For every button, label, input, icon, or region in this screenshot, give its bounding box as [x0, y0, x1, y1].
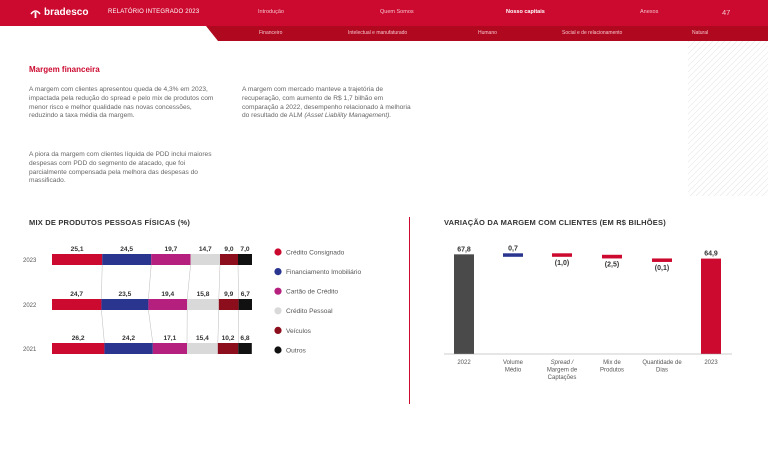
waterfall-category-label: Margem de — [546, 367, 578, 374]
stripe-line — [688, 41, 743, 196]
mix-bar-segment — [52, 343, 104, 354]
waterfall-category-label: Quantidade de — [642, 360, 682, 366]
mix-value-label: 24,2 — [122, 335, 136, 342]
waterfall-bar — [454, 254, 474, 354]
stripe-line — [688, 41, 719, 196]
mix-connector — [148, 265, 151, 299]
mix-chart-title: MIX DE PRODUTOS PESSOAS FÍSICAS (%) — [29, 218, 191, 227]
stripe-line — [688, 41, 768, 196]
mix-bar-segment — [101, 299, 148, 310]
mix-value-label: 26,2 — [71, 335, 85, 342]
legend-label: Financiamento Imobiliário — [286, 269, 362, 276]
mix-connector — [218, 310, 219, 343]
waterfall-category-label: Mix de — [603, 360, 621, 366]
mix-value-label: 10,2 — [221, 335, 235, 342]
mix-bar-segment — [238, 343, 252, 354]
subnav-social[interactable]: Social e de relacionamento — [562, 30, 623, 36]
bradesco-logo-icon — [30, 8, 41, 18]
mix-bar-segment — [151, 254, 190, 265]
stripe-line — [688, 41, 713, 196]
mix-bar-segment — [187, 299, 219, 310]
waterfall-category-label: Dias — [655, 367, 669, 374]
waterfall-bar — [701, 259, 721, 354]
mix-value-label: 15,8 — [196, 291, 210, 298]
mix-value-label: 24,5 — [120, 246, 134, 253]
mix-bar-segment — [52, 254, 102, 265]
mix-bar-segment — [191, 254, 220, 265]
mix-connector — [101, 265, 102, 299]
mix-connector — [101, 310, 104, 343]
mix-value-label: 9,9 — [224, 291, 234, 298]
mix-value-label: 14,7 — [198, 246, 212, 253]
alm-term: (Asset Liability Management). — [304, 112, 392, 120]
paragraph-margem-clientes: A margem com clientes apresentou queda de 4,3% em 2023, impactada pela redução do spread e pelo mix de produtos com menor risco e melhor qualidade nas novas concessões, reduzindo a taxa média da margem. — [29, 86, 214, 120]
chart-divider — [409, 217, 410, 404]
waterfall-category-label: 2023 — [704, 360, 718, 366]
mix-year-label: 2022 — [23, 303, 37, 309]
legend-label: Crédito Consignado — [286, 249, 345, 257]
subnav-financeiro[interactable]: Financeiro — [259, 30, 283, 36]
mix-connector — [148, 310, 152, 343]
mix-year-label: 2023 — [23, 258, 37, 264]
subnav-humano[interactable]: Humano — [478, 30, 497, 36]
report-title: RELATÓRIO INTEGRADO 2023 — [108, 9, 200, 15]
mix-value-label: 19,4 — [161, 291, 175, 298]
waterfall-category-label: Captações — [547, 375, 577, 381]
paragraph-pdd: A piora da margem com clientes líquida de PDD inclui maiores despesas com PDD do segmento de atacado, que foi parcialmente compensada pela melhora das despesas do massificado. — [29, 151, 212, 185]
stripe-line — [688, 41, 749, 196]
nav-quem-somos[interactable]: Quem Somos — [380, 9, 414, 15]
waterfall-bar — [503, 253, 523, 257]
nav-introducao[interactable]: Introdução — [258, 9, 284, 15]
waterfall-value-label: (2,5) — [604, 261, 620, 269]
waterfall-bar — [652, 258, 672, 262]
mix-chart — [22, 236, 382, 366]
waterfall-value-label: (0,1) — [654, 264, 670, 272]
stripe-line — [750, 41, 768, 196]
stripe-line — [688, 41, 755, 196]
mix-connector — [219, 265, 220, 299]
mix-year-label: 2021 — [23, 347, 37, 353]
legend-label: Outros — [286, 347, 306, 355]
mix-value-label: 19,7 — [164, 246, 178, 253]
waterfall-bar — [552, 253, 572, 257]
mix-bar-segment — [218, 343, 238, 354]
legend-label: Cartão de Crédito — [286, 288, 339, 296]
var-chart-title: VARIAÇÃO DA MARGEM COM CLIENTES (EM R$ BILHÕES) — [444, 218, 666, 227]
mix-bar-segment — [153, 343, 187, 354]
waterfall-value-label: 0,7 — [508, 245, 518, 253]
nav-nosso-capitais[interactable]: Nosso capitais — [506, 9, 545, 15]
legend-marker — [274, 268, 281, 275]
mix-value-label: 24,7 — [70, 291, 84, 298]
mix-bar-segment — [187, 343, 218, 354]
waterfall-category-label: Volume — [502, 360, 524, 366]
stripe-line — [688, 41, 731, 196]
legend-marker — [274, 248, 281, 255]
page-number: 47 — [722, 8, 731, 17]
mix-connector — [238, 265, 239, 299]
mix-value-label: 23,5 — [118, 291, 132, 298]
mix-bar-segment — [220, 254, 238, 265]
waterfall-value-label: (1,0) — [554, 259, 570, 267]
section-title: Margem financeira — [29, 65, 100, 74]
waterfall-category-label: 2022 — [457, 360, 471, 366]
legend-label: Crédito Pessoal — [286, 308, 333, 316]
subnav-natural[interactable]: Natural — [692, 30, 709, 36]
mix-bar-segment — [104, 343, 152, 354]
paragraph-margem-mercado — [242, 86, 417, 121]
mix-value-label: 6,7 — [240, 291, 250, 298]
subnav-intelectual[interactable]: Intelectual e manufaturado — [348, 30, 408, 36]
var-chart — [440, 236, 740, 401]
mix-bar-segment — [102, 254, 151, 265]
subnav-notch — [206, 26, 218, 41]
mix-value-label: 15,4 — [195, 335, 209, 342]
waterfall-value-label: 67,8 — [457, 246, 471, 254]
nav-anexos[interactable]: Anexos — [640, 9, 659, 15]
mix-value-label: 25,1 — [70, 246, 84, 253]
mix-bar-segment — [52, 299, 101, 310]
waterfall-category-label: Produtos — [599, 367, 625, 374]
mix-bar-segment — [238, 254, 252, 265]
waterfall-category-label: Spread / — [550, 360, 574, 366]
waterfall-bar — [602, 255, 622, 259]
waterfall-value-label: 64,9 — [704, 250, 718, 258]
mix-value-label: 17,1 — [163, 335, 177, 342]
mix-bar-segment — [219, 299, 239, 310]
stripe-line — [688, 41, 707, 196]
legend-marker — [274, 346, 281, 353]
mix-bar-segment — [239, 299, 252, 310]
stripe-line — [714, 41, 768, 196]
mix-value-label: 6,8 — [240, 335, 250, 342]
decorative-stripes — [688, 41, 768, 196]
paragraph-margem-mercado-text: A margem com mercado manteve a trajetória de recuperação, com aumento de R$ 1,7 bilhão em comparação a 2022, desempenho relacionado à melhoria do resultado de ALM — [242, 86, 411, 120]
waterfall-category-label: Médio — [504, 367, 522, 374]
brand-name: bradesco — [44, 7, 89, 18]
stripe-line — [702, 41, 768, 196]
mix-value-label: 7,0 — [240, 246, 250, 253]
legend-marker — [274, 288, 281, 295]
mix-connector — [187, 265, 190, 299]
mix-value-label: 9,0 — [224, 246, 234, 253]
legend-marker — [274, 327, 281, 334]
stripe-line — [738, 41, 768, 196]
legend-marker — [274, 307, 281, 314]
legend-label: Veículos — [286, 327, 311, 335]
mix-bar-segment — [148, 299, 187, 310]
brand-logo[interactable] — [30, 7, 88, 18]
